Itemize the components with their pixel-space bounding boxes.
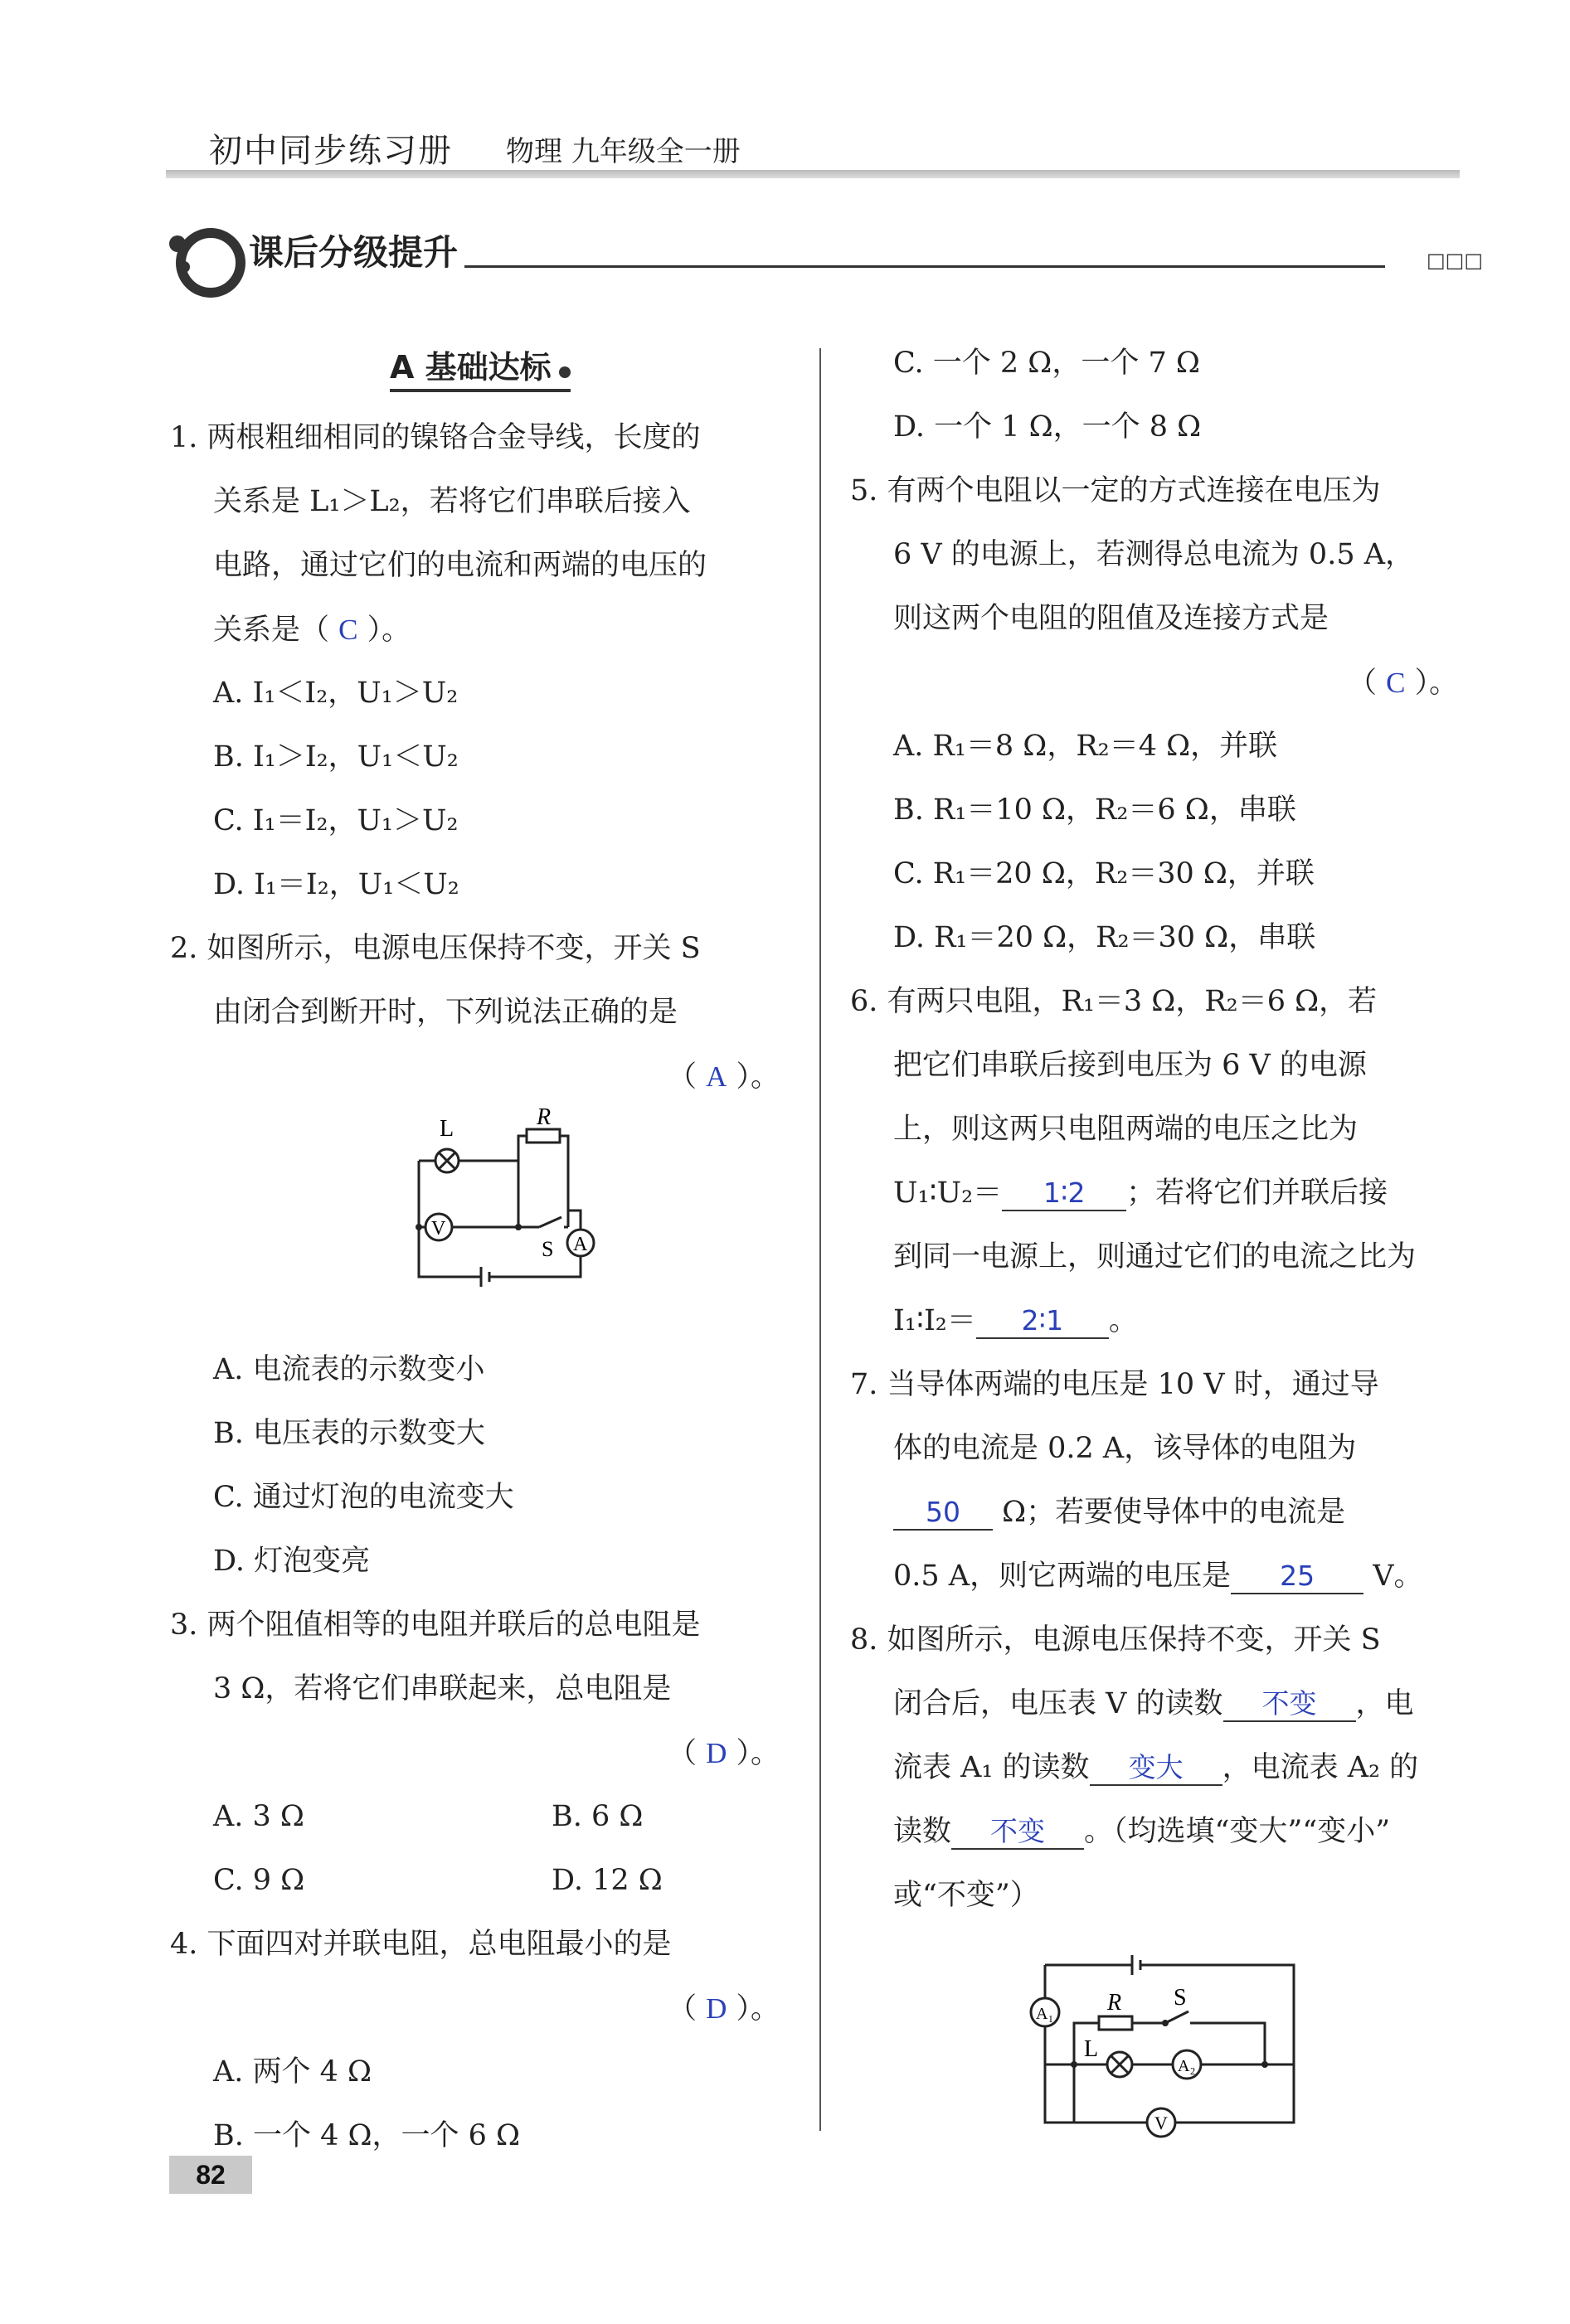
q3-line2: 3 Ω，若将它们串联起来，总电阻是: [213, 1672, 672, 1705]
fig2-label-S: S: [1174, 1985, 1187, 2011]
q1-line2: 关系是 L₁＞L₂，若将它们串联后接入: [213, 485, 691, 518]
q3-option-a: A. 3 Ω: [213, 1800, 304, 1833]
q5-line1: 5. 有两个电阻以一定的方式连接在电压为: [850, 474, 1381, 507]
q1-option-b: B. I₁＞I₂，U₁＜U₂: [213, 740, 459, 774]
q5-line3: 则这两个电阻的阻值及连接方式是: [893, 602, 1329, 635]
q6-line6: I₁∶I₂＝ 2∶1 。: [893, 1304, 1138, 1337]
q2-line1: 2. 如图所示，电源电压保持不变，开关 S: [170, 932, 701, 965]
fig1-label-L: L: [440, 1116, 454, 1142]
q6-line3: 上，则这两只电阻两端的电压之比为: [893, 1113, 1359, 1146]
q4-option-c: C. 一个 2 Ω，一个 7 Ω: [893, 347, 1200, 380]
q7-line2: 体的电流是 0.2 A，该导体的电阻为: [893, 1432, 1357, 1465]
q2-option-a: A. 电流表的示数变小: [213, 1353, 485, 1386]
q1-answer: C: [338, 614, 358, 646]
q1-option-d: D. I₁＝I₂，U₁＜U₂: [213, 868, 459, 901]
lamp-icon: [435, 1149, 459, 1172]
q1-option-c: C. I₁＝I₂，U₁＞U₂: [213, 804, 459, 837]
page-header: [166, 120, 1460, 187]
q6-line1: 6. 有两只电阻，R₁＝3 Ω，R₂＝6 Ω，若: [850, 985, 1378, 1018]
q8-line1: 8. 如图所示，电源电压保持不变，开关 S: [850, 1623, 1381, 1657]
book-subject: 物理 九年级全一册: [506, 135, 741, 168]
q4-answer-line: （ D ）。: [668, 1992, 780, 2026]
page-number: 82: [169, 2156, 252, 2194]
header-rule: [166, 170, 1460, 178]
level-underline: [390, 389, 571, 392]
q1-line4: 关系是（ C ）。: [213, 614, 411, 647]
lamp-icon: [1107, 2052, 1132, 2077]
q6-line4: U₁∶U₂＝ 1∶2 ；若将它们并联后接: [893, 1177, 1388, 1210]
book-title: 初中同步练习册: [209, 132, 453, 170]
q5-option-b: B. R₁＝10 Ω，R₂＝6 Ω，串联: [893, 793, 1296, 827]
q4-option-d: D. 一个 1 Ω，一个 8 Ω: [893, 410, 1202, 444]
fig2-label-A2: A₂: [1178, 2057, 1196, 2075]
q8-blank-3: 不变: [951, 1815, 1084, 1850]
q8-blank-2: 变大: [1090, 1751, 1222, 1786]
q2-option-d: D. 灯泡变亮: [213, 1545, 371, 1578]
q1-option-a: A. I₁＜I₂，U₁＞U₂: [213, 677, 459, 710]
q3-option-d: D. 12 Ω: [552, 1864, 663, 1897]
q7-blank-2: 25: [1231, 1560, 1363, 1594]
fig1-label-R: R: [537, 1104, 552, 1130]
q2-answer: A: [706, 1060, 727, 1093]
section-squares: □□□: [1427, 249, 1484, 272]
section-rule: [464, 265, 1385, 268]
section-banner: [166, 217, 1493, 308]
q2-line2: 由闭合到断开时，下列说法正确的是: [213, 996, 678, 1029]
q8-blank-1: 不变: [1223, 1687, 1356, 1722]
circuit-figure-1: [402, 1103, 601, 1293]
section-logo-icon: [166, 217, 249, 300]
q5-line2: 6 V 的电源上，若测得总电流为 0.5 A，: [893, 538, 1414, 571]
q6-line2: 把它们串联后接到电压为 6 V 的电源: [893, 1049, 1367, 1082]
level-title: A 基础达标: [390, 342, 571, 392]
q3-answer: D: [706, 1737, 727, 1769]
q8-line5: 或“不变”）: [893, 1879, 1039, 1912]
q4-option-a: A. 两个 4 Ω: [213, 2055, 372, 2089]
fig2-label-V: V: [1154, 2113, 1168, 2133]
q3-option-c: C. 9 Ω: [213, 1864, 305, 1897]
q3-line1: 3. 两个阻值相等的电阻并联后的总电阻是: [170, 1608, 701, 1642]
q8-line2: 闭合后，电压表 V 的读数 不变 ，电: [893, 1687, 1414, 1720]
q4-option-b: B. 一个 4 Ω，一个 6 Ω: [213, 2119, 521, 2152]
q4-answer: D: [706, 1992, 727, 2025]
q5-answer-line: （ C ）。: [1348, 667, 1459, 700]
q7-line4: 0.5 A，则它两端的电压是 25 V。: [893, 1560, 1423, 1593]
q7-line1: 7. 当导体两端的电压是 10 V 时，通过导: [850, 1368, 1379, 1401]
q2-option-b: B. 电压表的示数变大: [213, 1417, 485, 1450]
q1-line1: 1. 两根粗细相同的镍铬合金导线，长度的: [170, 421, 701, 454]
fig2-label-L: L: [1084, 2036, 1099, 2062]
q3-option-b: B. 6 Ω: [552, 1800, 644, 1833]
q4-line1: 4. 下面四对并联电阻，总电阻最小的是: [170, 1928, 672, 1961]
q2-option-c: C. 通过灯泡的电流变大: [213, 1481, 514, 1514]
q5-option-c: C. R₁＝20 Ω，R₂＝30 Ω，并联: [893, 857, 1315, 890]
fig2-label-A1: A₁: [1036, 2005, 1054, 2023]
fig1-label-S: S: [542, 1237, 554, 1261]
level-dot-icon: [559, 366, 571, 378]
q7-line3: 50 Ω；若要使导体中的电流是: [893, 1481, 1345, 1545]
resistor-icon: [527, 1129, 560, 1143]
fig1-label-V: V: [431, 1218, 446, 1240]
q2-answer-line: （ A ）。: [668, 1060, 780, 1094]
q5-option-a: A. R₁＝8 Ω，R₂＝4 Ω，并联: [893, 730, 1278, 763]
q1-line3: 电路，通过它们的电流和两端的电压的: [213, 549, 707, 582]
q8-line4: 读数 不变 。（均选填“变大”“变小”: [893, 1815, 1391, 1848]
q8-line3: 流表 A₁ 的读数 变大 ，电流表 A₂ 的: [893, 1751, 1419, 1784]
q6-blank-2: 2∶1: [976, 1304, 1109, 1339]
q6-blank-1: 1∶2: [1002, 1177, 1126, 1211]
q5-answer: C: [1386, 667, 1406, 699]
q6-line5: 到同一电源上，则通过它们的电流之比为: [893, 1240, 1417, 1274]
fig2-label-R: R: [1107, 1990, 1122, 2016]
column-divider: [819, 348, 821, 2131]
q5-option-d: D. R₁＝20 Ω，R₂＝30 Ω，串联: [893, 921, 1316, 954]
q3-answer-line: （ D ）。: [668, 1737, 780, 1770]
section-title: 课后分级提升: [249, 232, 459, 273]
q7-blank-1: 50: [893, 1496, 993, 1531]
resistor-icon: [1099, 2016, 1132, 2030]
circuit-figure-2: [1024, 1932, 1298, 2147]
fig1-label-A: A: [573, 1234, 588, 1255]
